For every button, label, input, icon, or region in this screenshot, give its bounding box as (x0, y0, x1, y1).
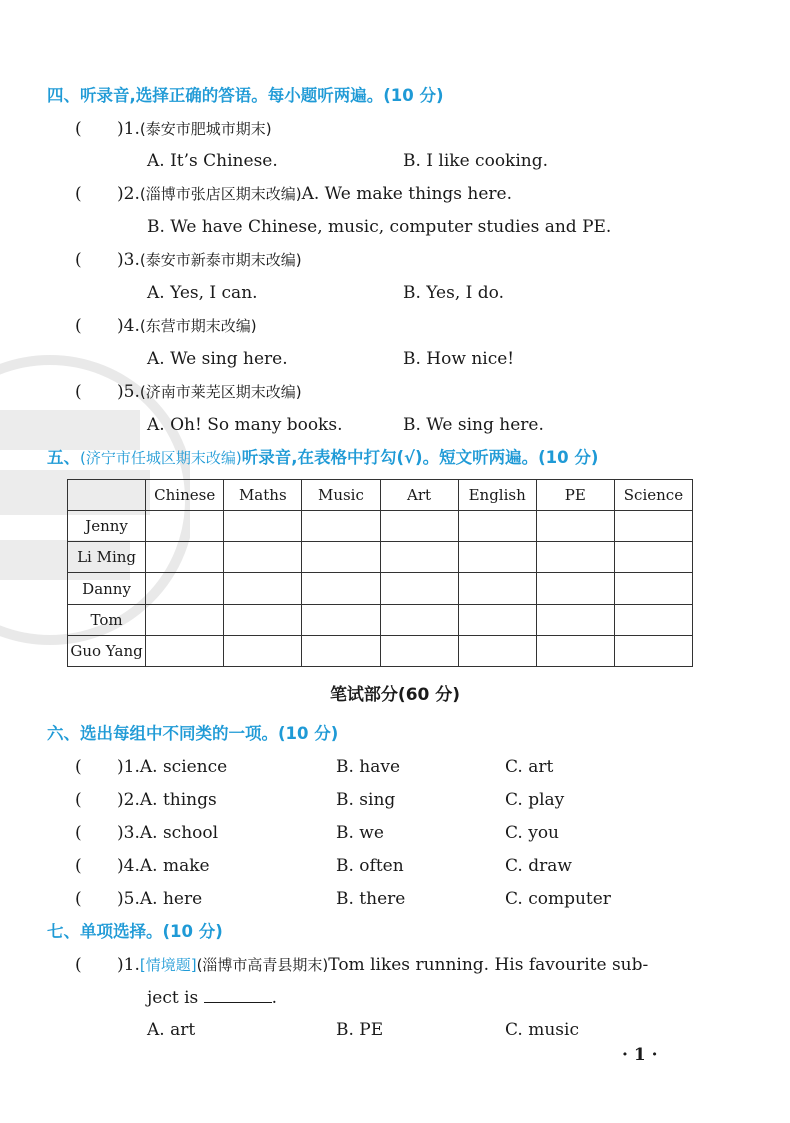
s4-q1-option-a: A. It’s Chinese. (147, 151, 278, 171)
check-cell[interactable] (224, 635, 302, 666)
s7-q1-option-b: B. PE (336, 1020, 384, 1040)
check-cell[interactable] (302, 635, 380, 666)
s6-q5-num-a: )5.A. here (117, 889, 203, 909)
check-cell[interactable] (380, 573, 458, 604)
s6-q4-option-b: B. often (336, 856, 404, 876)
section5-heading: 五、(济宁市任城区期末改编)听录音,在表格中打勾(√)。短文听两遍。(10 分) (47, 448, 599, 467)
table-row (68, 511, 693, 542)
check-cell[interactable] (146, 542, 224, 573)
s4-q5-option-a: A. Oh! So many books. (147, 415, 343, 435)
row-header: Jenny (68, 511, 146, 542)
s7-q1-option-a: A. art (147, 1020, 196, 1040)
column-header: Maths (224, 480, 302, 511)
check-cell[interactable] (536, 573, 614, 604)
answer-blank[interactable] (204, 988, 272, 1003)
s4-q3-option-b: B. Yes, I do. (403, 283, 504, 303)
s6-q2-option-c: C. play (505, 790, 565, 810)
section7-heading: 七、单项选择。(10 分) (47, 922, 223, 941)
answer-paren: ( (75, 856, 82, 876)
answer-paren: ( (75, 184, 82, 204)
check-cell[interactable] (536, 604, 614, 635)
s4-q4-option-b: B. How nice! (403, 349, 515, 369)
s6-q3-option-c: C. you (505, 823, 559, 843)
table-header-row (68, 480, 693, 511)
answer-paren: ( (75, 119, 82, 139)
check-cell[interactable] (146, 511, 224, 542)
check-cell[interactable] (536, 511, 614, 542)
column-header: Science (614, 480, 692, 511)
row-header: Danny (68, 573, 146, 604)
check-cell[interactable] (224, 511, 302, 542)
column-header: PE (536, 480, 614, 511)
check-cell[interactable] (224, 573, 302, 604)
s4-q1-stem: )1.(泰安市肥城市期末) (117, 119, 272, 139)
context-question-tag: [情境题] (139, 956, 197, 974)
table-row (68, 604, 693, 635)
answer-paren: ( (75, 790, 82, 810)
check-cell[interactable] (302, 573, 380, 604)
check-cell[interactable] (458, 604, 536, 635)
s6-q5-option-c: C. computer (505, 889, 611, 909)
s6-q1-option-c: C. art (505, 757, 554, 777)
s4-q3-option-a: A. Yes, I can. (147, 283, 258, 303)
written-part-title: 笔试部分(60 分) (329, 685, 461, 705)
s7-q1-option-c: C. music (505, 1020, 579, 1040)
answer-paren: ( (75, 250, 82, 270)
check-cell[interactable] (536, 542, 614, 573)
s6-q4-num-a: )4.A. make (117, 856, 210, 876)
check-cell[interactable] (224, 542, 302, 573)
s6-q2-option-b: B. sing (336, 790, 396, 810)
check-cell[interactable] (458, 542, 536, 573)
table-corner-cell (68, 480, 146, 511)
row-header: Li Ming (68, 542, 146, 573)
check-cell[interactable] (146, 635, 224, 666)
page-number: · 1 · (622, 1045, 658, 1065)
table-row (68, 573, 693, 604)
check-cell[interactable] (224, 604, 302, 635)
answer-paren: ( (75, 889, 82, 909)
s6-q4-option-c: C. draw (505, 856, 572, 876)
s6-q3-option-b: B. we (336, 823, 384, 843)
check-cell[interactable] (380, 635, 458, 666)
check-cell[interactable] (458, 635, 536, 666)
check-cell[interactable] (380, 511, 458, 542)
check-cell[interactable] (458, 511, 536, 542)
listening-check-table (67, 479, 693, 667)
column-header: Art (380, 480, 458, 511)
column-header: English (458, 480, 536, 511)
check-cell[interactable] (458, 573, 536, 604)
check-cell[interactable] (380, 542, 458, 573)
check-cell[interactable] (302, 542, 380, 573)
check-cell[interactable] (146, 604, 224, 635)
check-cell[interactable] (380, 604, 458, 635)
check-cell[interactable] (614, 511, 692, 542)
s4-q5-stem: )5.(济南市莱芜区期末改编) (117, 382, 302, 402)
table-row (68, 542, 693, 573)
column-header: Chinese (146, 480, 224, 511)
s4-q2-stem: )2.(淄博市张店区期末改编)A. We make things here. (117, 184, 513, 204)
s4-q1-option-b: B. I like cooking. (403, 151, 549, 171)
table-row (68, 635, 693, 666)
s6-q2-num-a: )2.A. things (117, 790, 217, 810)
s6-q1-option-b: B. have (336, 757, 401, 777)
row-header: Tom (68, 604, 146, 635)
s6-q3-num-a: )3.A. school (117, 823, 219, 843)
section4-heading: 四、听录音,选择正确的答语。每小题听两遍。(10 分) (47, 86, 444, 105)
s7-q1-stem-cont: ject is . (147, 988, 278, 1008)
s4-q5-option-b: B. We sing here. (403, 415, 544, 435)
answer-paren: ( (75, 316, 82, 336)
check-cell[interactable] (614, 604, 692, 635)
s4-q2-option-b: B. We have Chinese, music, computer studies and PE. (147, 217, 612, 237)
column-header: Music (302, 480, 380, 511)
answer-paren: ( (75, 823, 82, 843)
answer-paren: ( (75, 955, 82, 975)
check-cell[interactable] (614, 635, 692, 666)
row-header: Guo Yang (68, 635, 146, 666)
s4-q3-stem: )3.(泰安市新泰市期末改编) (117, 250, 302, 270)
check-cell[interactable] (614, 573, 692, 604)
check-cell[interactable] (302, 511, 380, 542)
check-cell[interactable] (146, 573, 224, 604)
section6-heading: 六、选出每组中不同类的一项。(10 分) (47, 724, 339, 743)
check-cell[interactable] (614, 542, 692, 573)
check-cell[interactable] (536, 635, 614, 666)
check-cell[interactable] (302, 604, 380, 635)
answer-paren: ( (75, 757, 82, 777)
s4-q4-option-a: A. We sing here. (147, 349, 288, 369)
s7-q1-stem: )1.[情境题](淄博市高青县期末)Tom likes running. His favourite sub- (117, 955, 649, 975)
s6-q1-num-a: )1.A. science (117, 757, 228, 777)
s4-q4-stem: )4.(东营市期末改编) (117, 316, 257, 336)
answer-paren: ( (75, 382, 82, 402)
s6-q5-option-b: B. there (336, 889, 406, 909)
